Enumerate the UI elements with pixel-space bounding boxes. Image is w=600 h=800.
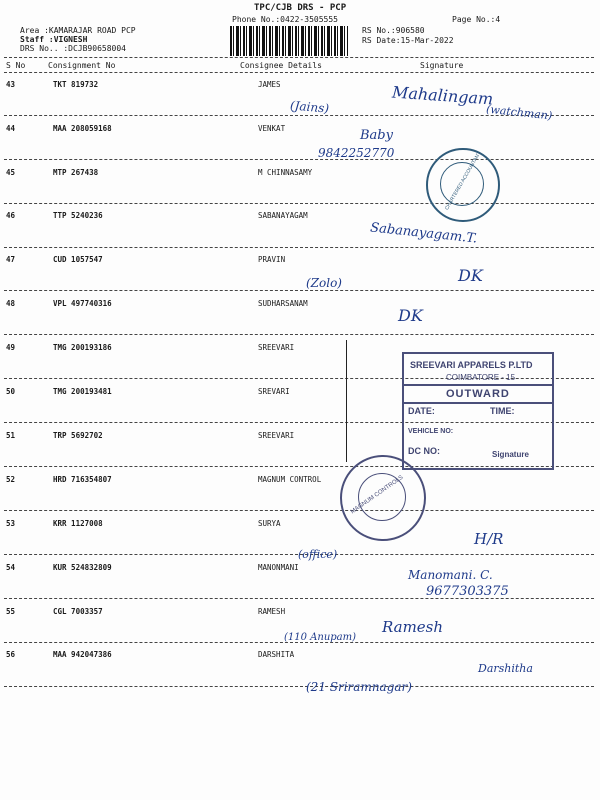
row-sno: 50 bbox=[6, 387, 16, 396]
row-sno: 43 bbox=[6, 80, 16, 89]
handwritten-note: Darshitha bbox=[478, 662, 533, 675]
row-sno: 46 bbox=[6, 211, 16, 220]
row-divider bbox=[4, 334, 594, 335]
row-sno: 51 bbox=[6, 431, 16, 440]
handwritten-note: Sabanayagam.T. bbox=[369, 220, 478, 247]
stamp-date: DATE: bbox=[408, 406, 435, 416]
row-consignee: SURYA bbox=[258, 519, 281, 528]
handwritten-note: DK bbox=[398, 306, 423, 325]
handwritten-note: Mahalingam bbox=[391, 82, 494, 109]
magnum-seal-text: MAGNUM CONTROLS bbox=[349, 474, 405, 516]
row-sno: 55 bbox=[6, 607, 16, 616]
row-consignee: SUDHARSANAM bbox=[258, 299, 308, 308]
row-divider bbox=[4, 686, 594, 687]
column-sno: S No bbox=[6, 61, 26, 70]
handwritten-note: (office) bbox=[298, 548, 338, 561]
handwritten-note: (Jains) bbox=[289, 98, 330, 116]
stamp-outward: OUTWARD bbox=[446, 388, 510, 400]
row-sno: 52 bbox=[6, 475, 16, 484]
row-consignment: MAA 208059168 bbox=[53, 124, 112, 133]
row-divider bbox=[4, 290, 594, 291]
barcode bbox=[230, 26, 348, 56]
row-consignment: TRP 5692702 bbox=[53, 431, 103, 440]
row-sno: 45 bbox=[6, 168, 16, 177]
handwritten-note: 9677303375 bbox=[426, 584, 509, 599]
row-consignment: MAA 942047386 bbox=[53, 650, 112, 659]
row-consignment: TMG 200193186 bbox=[53, 343, 112, 352]
row-consignment: MTP 267438 bbox=[53, 168, 99, 177]
row-consignee: VENKAT bbox=[258, 124, 286, 133]
row-consignment: TKT 819732 bbox=[53, 80, 99, 89]
staff-label: Staff :VIGNESH bbox=[20, 35, 88, 44]
phone-number: Phone No.:0422-3505555 bbox=[232, 15, 338, 24]
row-divider bbox=[4, 510, 594, 511]
handwritten-note: Manomani. C. bbox=[408, 568, 493, 582]
page-number: Page No.:4 bbox=[452, 15, 501, 24]
row-consignee: JAMES bbox=[258, 80, 281, 89]
outward-stamp bbox=[402, 352, 554, 470]
stamp-signature: Signature bbox=[492, 450, 529, 459]
row-sno: 53 bbox=[6, 519, 16, 528]
row-consignee: SREEVARI bbox=[258, 431, 295, 440]
row-sno: 54 bbox=[6, 563, 16, 572]
handwritten-note: DK bbox=[458, 266, 483, 285]
column-signature: Signature bbox=[420, 61, 464, 70]
row-sno: 48 bbox=[6, 299, 16, 308]
handwritten-note: 9842252770 bbox=[318, 146, 395, 160]
accountant-seal-text: CHARTERED ACCOUNTANT bbox=[444, 150, 483, 212]
stamp-city: COIMBATORE - 15 bbox=[446, 373, 516, 382]
row-consignment: HRD 716354807 bbox=[53, 475, 112, 484]
handwritten-note: (21 Sriramnagar) bbox=[306, 680, 412, 694]
column-consignee: Consignee Details bbox=[240, 61, 322, 70]
accountant-seal bbox=[426, 148, 500, 222]
column-consignment: Consignment No bbox=[48, 61, 116, 70]
row-consignment: TMG 200193481 bbox=[53, 387, 112, 396]
stamp-vehicle: VEHICLE NO: bbox=[408, 428, 454, 435]
row-consignee: SABANAYAGAM bbox=[258, 211, 308, 220]
document-title: TPC/CJB DRS - PCP bbox=[254, 3, 347, 13]
stamp-company: SREEVARI APPARELS P.LTD bbox=[410, 360, 533, 370]
row-consignment: CUD 1057547 bbox=[53, 255, 103, 264]
row-divider bbox=[4, 203, 594, 204]
row-consignment: TTP 5240236 bbox=[53, 211, 103, 220]
stamp-dc-no: DC NO: bbox=[408, 446, 440, 456]
row-consignment: VPL 497740316 bbox=[53, 299, 112, 308]
handwritten-line bbox=[346, 340, 347, 462]
handwritten-note: H/R bbox=[474, 530, 504, 548]
row-consignee: DARSHITA bbox=[258, 650, 295, 659]
row-consignee: M CHINNASAMY bbox=[258, 168, 313, 177]
drs-number: DRS No.. :DCJB90658004 bbox=[20, 44, 126, 53]
stamp-time: TIME: bbox=[490, 406, 515, 416]
row-sno: 49 bbox=[6, 343, 16, 352]
row-consignee: MANONMANI bbox=[258, 563, 299, 572]
row-consignment: KRR 1127008 bbox=[53, 519, 103, 528]
row-consignment: KUR 524832809 bbox=[53, 563, 112, 572]
row-consignee: SREEVARI bbox=[258, 343, 295, 352]
rs-number: RS No.:906580 bbox=[362, 26, 425, 35]
row-divider bbox=[4, 247, 594, 248]
column-divider bbox=[4, 72, 594, 73]
row-divider bbox=[4, 159, 594, 160]
handwritten-note: (Zolo) bbox=[306, 276, 342, 290]
row-sno: 56 bbox=[6, 650, 16, 659]
row-consignee: PRAVIN bbox=[258, 255, 286, 264]
handwritten-note: Ramesh bbox=[382, 618, 444, 636]
row-consignee: MAGNUM CONTROL bbox=[258, 475, 322, 484]
handwritten-note: (110 Anupam) bbox=[284, 632, 357, 643]
rs-date: RS Date:15-Mar-2022 bbox=[362, 36, 454, 45]
row-sno: 47 bbox=[6, 255, 16, 264]
row-sno: 44 bbox=[6, 124, 16, 133]
handwritten-note: (watchman) bbox=[485, 102, 553, 123]
row-consignee: RAMESH bbox=[258, 607, 286, 616]
row-consignee: SREVARI bbox=[258, 387, 290, 396]
header-divider bbox=[4, 57, 594, 58]
handwritten-note: Baby bbox=[360, 128, 393, 143]
row-consignment: CGL 7003357 bbox=[53, 607, 103, 616]
area-label: Area :KAMARAJAR ROAD PCP bbox=[20, 26, 136, 35]
table-row bbox=[0, 650, 600, 704]
